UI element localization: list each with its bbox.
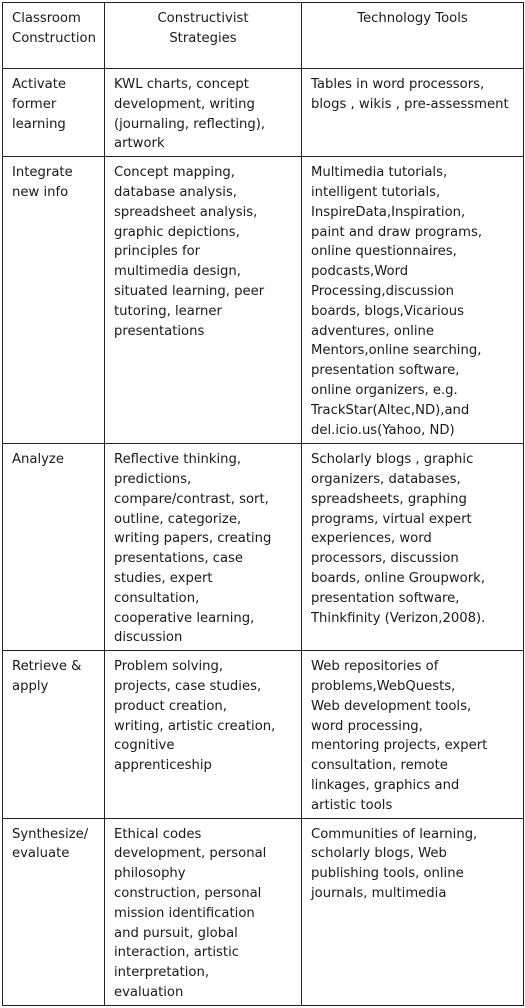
cell-text-line: Classroom [12,11,81,26]
cell-text-line: Tables in word processors, [311,77,485,92]
cell-text-line: situated learning, peer [114,283,265,299]
cell-text-line: former [12,96,57,112]
table-header-row [3,3,524,69]
cell-text-line: learning [12,116,66,132]
cell-text-line: writing, artistic creation, [114,718,276,734]
strategies-cell [105,444,302,651]
cell-text-line: consultation, [114,590,200,606]
cell-text-line: consultation, remote [311,758,448,774]
cell-text-line: Communities of learning, [311,826,478,842]
cell-text-line: product creation, [114,698,227,714]
cell-text-line: presentation software, [311,590,460,606]
cell-text-line: philosophy [114,866,186,882]
cell-text-line: cognitive [114,738,175,754]
cell-text-line: interpretation, [114,965,210,981]
cell-text-line: Web repositories of [311,659,439,675]
tools-cell [302,651,524,818]
cell-text-line: development, writing [114,96,255,112]
cell-text-line: and pursuit, global [114,925,238,941]
strategies-cell [105,818,302,1005]
cell-text-line: Ethical codes [114,826,202,842]
cell-text-line: Activate [12,77,67,92]
cell-text-line: boards, online Groupwork, [311,570,486,586]
stage-cell [3,69,105,157]
constructivist-technology-table [2,2,524,1006]
strategies-cell [105,651,302,818]
cell-text-line: artistic tools [311,797,393,813]
stage-cell [3,444,105,651]
cell-text-line: TrackStar(Altec,ND),and [311,402,470,418]
cell-text-line: Reflective thinking, [114,452,242,468]
strategies-cell [105,69,302,157]
cell-text-line: adventures, online [311,323,434,339]
cell-text-line: evaluation [114,984,184,1000]
cell-text-line: Thinkfinity (Verizon,2008). [311,610,486,626]
cell-text-line: scholarly blogs, Web [311,846,447,862]
cell-text-line: intelligent tutorials, [311,184,441,200]
cell-text-line: presentation software, [311,363,460,379]
cell-text-line: interaction, artistic [114,945,239,961]
cell-text-line: new info [12,184,69,200]
cell-text-line: cooperative learning, [114,610,255,626]
table-row [3,157,524,444]
stage-cell [3,651,105,818]
tools-cell [302,69,524,157]
cell-text-line: graphic depictions, [114,224,240,240]
cell-text-line: tutoring, learner [114,303,222,319]
cell-text-line: Technology Tools [357,11,468,26]
document-page [2,2,523,1005]
header-constructivist-strategies [105,3,302,69]
cell-text-line: principles for [114,244,201,260]
stage-cell [3,818,105,1005]
cell-text-line: spreadsheets, graphing [311,491,467,507]
cell-text-line: compare/contrast, sort, [114,491,269,507]
cell-text-line: Construction [12,30,96,46]
cell-text-line: predictions, [114,471,192,487]
cell-text-line: database analysis, [114,184,237,200]
cell-text-line: KWL charts, concept [114,77,249,92]
cell-text-line: Analyze [12,452,64,468]
header-technology-tools [302,3,524,69]
cell-text-line: Web development tools, [311,698,472,714]
table-row [3,818,524,1005]
cell-text-line: problems,WebQuests, [311,678,456,694]
cell-text-line: blogs , wikis , pre-assessment [311,96,509,112]
cell-text-line: InspireData,Inspiration, [311,204,466,220]
cell-text-line: Processing,discussion [311,283,454,299]
stage-cell [3,157,105,444]
cell-text-line: Problem solving, [114,659,224,675]
cell-text-line: projects, case studies, [114,678,262,694]
cell-text-line: mentoring projects, expert [311,738,488,754]
cell-text-line: Multimedia tutorials, [311,165,448,181]
table-row [3,69,524,157]
header-classroom-construction [3,3,105,69]
cell-text-line: boards, blogs,Vicarious [311,303,464,319]
cell-text-line: mission identification [114,905,255,921]
cell-text-line: multimedia design, [114,264,241,280]
strategies-cell [105,157,302,444]
cell-text-line: development, personal [114,846,267,862]
cell-text-line: presentations, case [114,551,244,567]
cell-text-line: Strategies [169,30,237,46]
cell-text-line: (journaling, reflecting), [114,116,266,132]
cell-text-line: programs, virtual expert [311,511,472,527]
cell-text-line: construction, personal [114,885,262,901]
cell-text-line: processors, discussion [311,551,459,567]
cell-text-line: Concept mapping, [114,165,235,181]
cell-text-line: online questionnaires, [311,244,457,260]
cell-text-line: evaluate [12,846,70,862]
cell-text-line: organizers, databases, [311,471,461,487]
cell-text-line: discussion [114,630,183,646]
tools-cell [302,818,524,1005]
cell-text-line: outline, categorize, [114,511,242,527]
cell-text-line: apply [12,678,49,694]
cell-text-line: studies, expert [114,570,213,586]
cell-text-line: apprenticeship [114,758,212,774]
tools-cell [302,157,524,444]
cell-text-line: linkages, graphics and [311,777,460,793]
cell-text-line: Constructivist [157,11,249,26]
cell-text-line: artwork [114,136,165,152]
tools-cell [302,444,524,651]
cell-text-line: word processing, [311,718,423,734]
cell-text-line: Integrate [12,165,73,181]
cell-text-line: writing papers, creating [114,531,272,547]
cell-text-line: journals, multimedia [311,885,447,901]
cell-text-line: presentations [114,323,205,339]
cell-text-line: Retrieve & [12,659,82,675]
cell-text-line: del.icio.us(Yahoo, ND) [311,422,455,438]
table-row [3,444,524,651]
cell-text-line: publishing tools, online [311,866,464,882]
table-row [3,651,524,818]
cell-text-line: paint and draw programs, [311,224,483,240]
cell-text-line: podcasts,Word [311,264,409,280]
cell-text-line: online organizers, e.g. [311,382,458,398]
cell-text-line: Mentors,online searching, [311,343,482,359]
cell-text-line: Synthesize/ [12,826,89,842]
cell-text-line: Scholarly blogs , graphic [311,452,474,468]
cell-text-line: experiences, word [311,531,432,547]
cell-text-line: spreadsheet analysis, [114,204,258,220]
